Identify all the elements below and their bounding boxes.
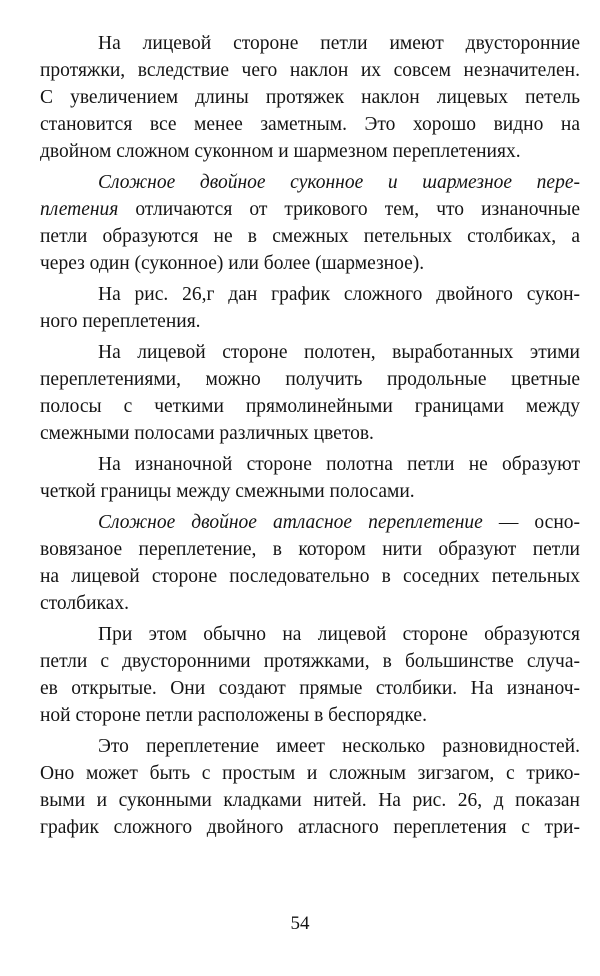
text-line	[40, 536, 580, 563]
line-text: При этом обычно на лицевой стороне образуются	[98, 624, 580, 645]
line-text: протяжки, вследствие чего наклон их совсем незначителен.	[40, 60, 580, 81]
text-line	[40, 621, 580, 648]
text-line	[40, 250, 580, 277]
line-text: столбиках.	[40, 593, 129, 614]
paragraph	[40, 281, 580, 335]
text-line	[40, 787, 580, 814]
line-text: На изнаночной стороне полотна петли не образуют	[98, 454, 580, 475]
text-line	[40, 339, 580, 366]
text-line	[40, 366, 580, 393]
text-line	[40, 814, 580, 841]
line-text: четкой границы между смежными полосами.	[40, 481, 415, 502]
line-text: полосы с четкими прямолинейными границами между	[40, 396, 580, 417]
line-text: На лицевой стороне петли имеют двусторонние	[98, 33, 580, 54]
line-text: через один (суконное) или более (шармезное).	[40, 253, 425, 274]
italic-term: Сложное двойное атласное переплетение	[98, 512, 483, 533]
paragraph	[40, 30, 580, 165]
italic-term: Сложное двойное суконное и шармезное пере-	[98, 172, 580, 193]
text-line	[40, 675, 580, 702]
line-text: отличаются от трикового тем, что изнаночные	[118, 199, 580, 220]
line-text: На рис. 26,г дан график сложного двойного сукон-	[98, 284, 580, 305]
body-text	[40, 30, 580, 841]
line-text: на лицевой стороне последовательно в соседних петельных	[40, 566, 580, 587]
text-line	[40, 57, 580, 84]
paragraph	[40, 733, 580, 841]
text-line	[40, 702, 580, 729]
line-text: становится все менее заметным. Это хорошо видно на	[40, 114, 580, 135]
text-line	[40, 223, 580, 250]
text-line	[40, 509, 580, 536]
line-text: ной стороне петли расположены в беспорядке.	[40, 705, 427, 726]
text-line	[40, 590, 580, 617]
text-line	[40, 760, 580, 787]
line-text: выми и суконными кладками нитей. На рис. 26, д показан	[40, 790, 580, 811]
text-line	[40, 451, 580, 478]
line-text: график сложного двойного атласного переплетения с три-	[40, 817, 580, 838]
line-text: петли образуются не в смежных петельных столбиках, а	[40, 226, 580, 247]
text-line	[40, 169, 580, 196]
text-line	[40, 84, 580, 111]
line-text: — осно-	[482, 512, 580, 533]
line-text: переплетениями, можно получить продольные цветные	[40, 369, 580, 390]
paragraph	[40, 509, 580, 617]
text-line	[40, 478, 580, 505]
text-line	[40, 196, 580, 223]
text-line	[40, 563, 580, 590]
text-line	[40, 111, 580, 138]
text-line	[40, 648, 580, 675]
text-line	[40, 308, 580, 335]
text-line	[40, 138, 580, 165]
text-line	[40, 420, 580, 447]
line-text: С увеличением длины протяжек наклон лицевых петель	[40, 87, 580, 108]
line-text: петли с двусторонними протяжками, в большинстве случа-	[40, 651, 580, 672]
paragraph	[40, 451, 580, 505]
line-text: ного переплетения.	[40, 311, 201, 332]
text-line	[40, 393, 580, 420]
paragraph	[40, 339, 580, 447]
line-text: смежными полосами различных цветов.	[40, 423, 374, 444]
text-line	[40, 733, 580, 760]
line-text: ев открытые. Они создают прямые столбики. На изнаноч-	[40, 678, 580, 699]
text-line	[40, 30, 580, 57]
italic-term: плетения	[40, 199, 119, 220]
paragraph	[40, 621, 580, 729]
line-text: вовязаное переплетение, в котором нити образуют петли	[40, 539, 580, 560]
page-number: 54	[290, 913, 310, 934]
paragraph	[40, 169, 580, 277]
line-text: Это переплетение имеет несколько разновидностей.	[98, 736, 580, 757]
text-line	[40, 281, 580, 308]
line-text: Оно может быть с простым и сложным зигзагом, с трико-	[40, 763, 580, 784]
line-text: двойном сложном суконном и шармезном переплетениях.	[40, 141, 521, 162]
line-text: На лицевой стороне полотен, выработанных этими	[98, 342, 580, 363]
